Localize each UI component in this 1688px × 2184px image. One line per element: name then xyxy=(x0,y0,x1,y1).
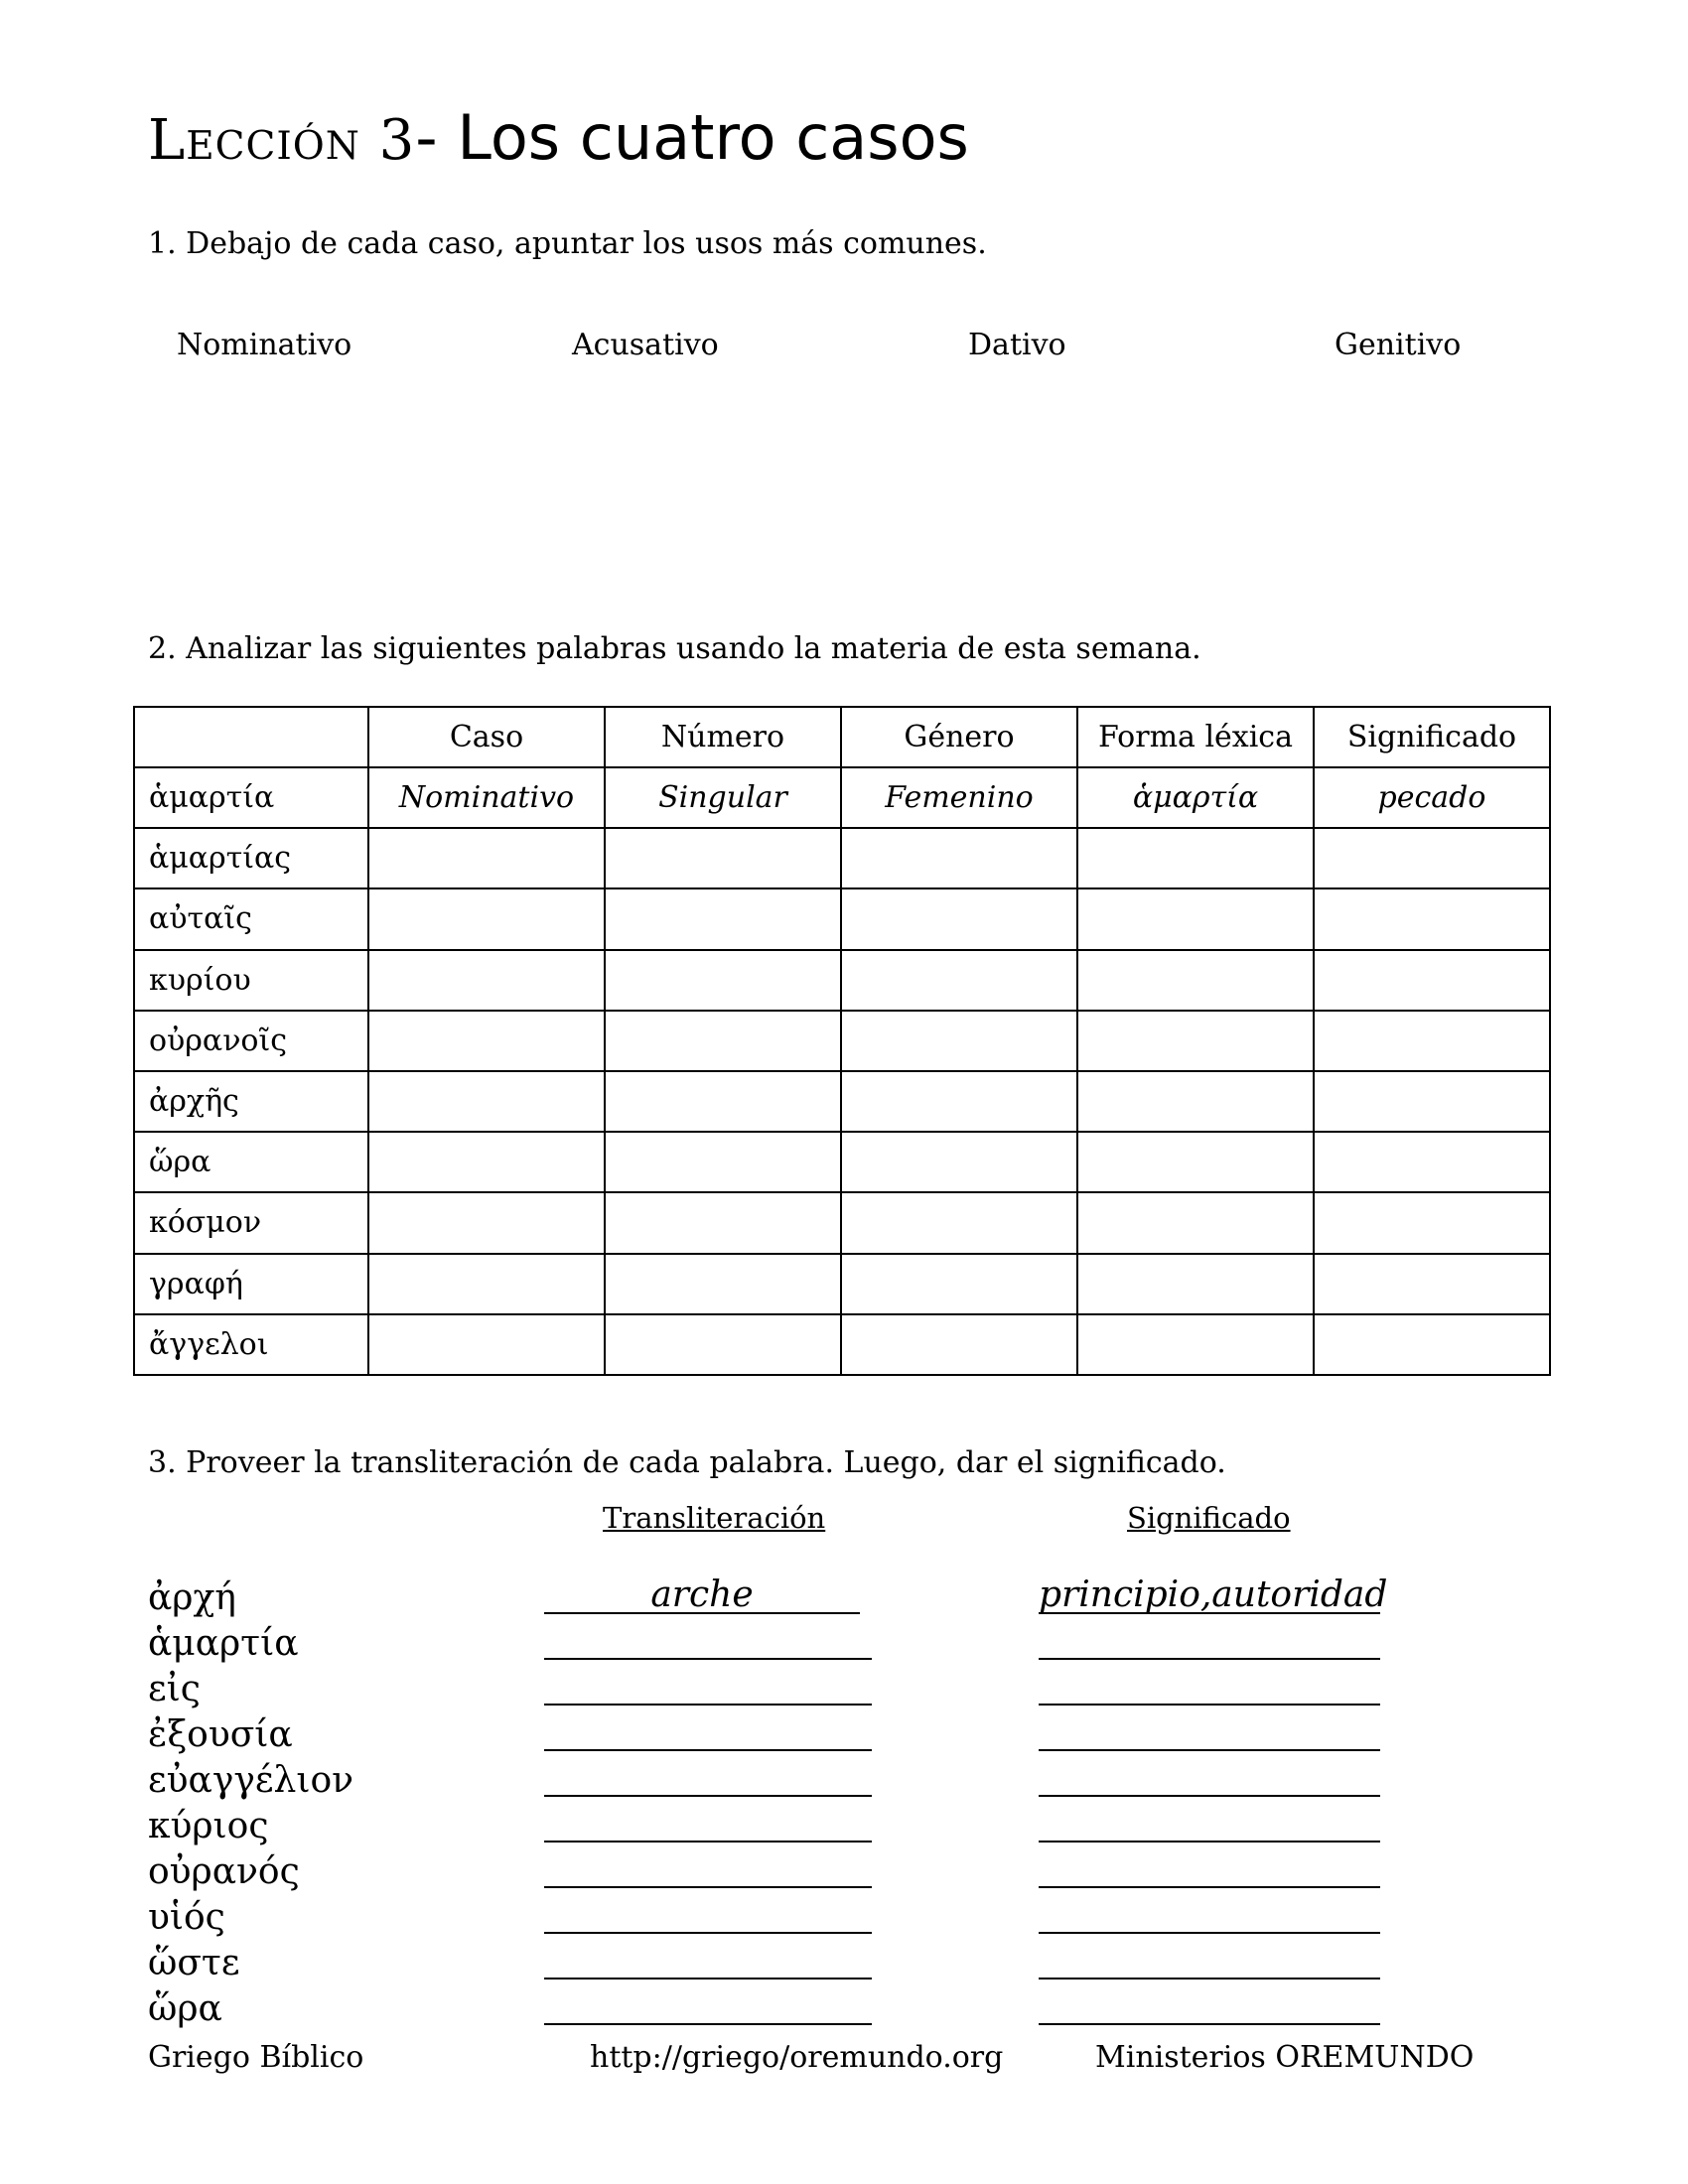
table-cell: pecado xyxy=(1314,767,1550,828)
table-cell-word: γραφή xyxy=(134,1254,368,1314)
table-row xyxy=(134,767,1550,828)
header-caso: Caso xyxy=(368,707,605,767)
translit-column-header: Transliteración xyxy=(603,1501,826,1535)
meaning-blank[interactable] xyxy=(1039,1989,1380,2025)
table-cell[interactable] xyxy=(841,828,1077,888)
table-cell[interactable] xyxy=(368,1132,605,1192)
meaning-blank[interactable] xyxy=(1039,1852,1380,1888)
vocab-word: εἰς xyxy=(148,1669,201,1709)
table-cell[interactable] xyxy=(1077,888,1314,949)
meaning-column-header: Significado xyxy=(1127,1501,1291,1535)
meaning-blank[interactable] xyxy=(1039,1944,1380,1979)
translit-blank[interactable] xyxy=(544,1761,872,1797)
table-cell[interactable] xyxy=(841,1132,1077,1192)
translit-blank[interactable] xyxy=(544,1898,872,1934)
table-cell-word: αὐταῖς xyxy=(134,888,368,949)
table-cell-word: ἁμαρτία xyxy=(134,767,368,828)
header-significado: Significado xyxy=(1314,707,1550,767)
translit-blank[interactable] xyxy=(544,1852,872,1888)
table-cell[interactable] xyxy=(368,1071,605,1132)
table-cell[interactable] xyxy=(1314,888,1550,949)
translit-blank[interactable] xyxy=(544,1715,872,1751)
table-cell[interactable] xyxy=(368,828,605,888)
table-cell[interactable] xyxy=(1077,1192,1314,1253)
table-cell[interactable] xyxy=(605,828,841,888)
table-cell[interactable] xyxy=(1077,1011,1314,1071)
header-forma-lexica: Forma léxica xyxy=(1077,707,1314,767)
meaning-blank[interactable] xyxy=(1039,1807,1380,1843)
table-cell[interactable] xyxy=(841,1071,1077,1132)
table-cell[interactable] xyxy=(1314,1192,1550,1253)
table-cell[interactable] xyxy=(605,1132,841,1192)
table-cell[interactable] xyxy=(1314,1132,1550,1192)
table-cell[interactable] xyxy=(1314,950,1550,1011)
table-cell[interactable] xyxy=(1077,1314,1314,1375)
table-cell[interactable] xyxy=(1314,1011,1550,1071)
table-row xyxy=(134,1254,1550,1314)
table-row xyxy=(134,1132,1550,1192)
table-cell[interactable] xyxy=(605,888,841,949)
table-cell[interactable] xyxy=(841,888,1077,949)
table-cell[interactable] xyxy=(1314,1314,1550,1375)
table-cell[interactable] xyxy=(368,1011,605,1071)
lesson-label: Lección 3 xyxy=(148,108,416,173)
table-cell[interactable] xyxy=(1077,1254,1314,1314)
question-3-prompt: 3. Proveer la transliteración de cada palabra. Luego, dar el significado. xyxy=(148,1445,1226,1480)
table-cell[interactable] xyxy=(841,1011,1077,1071)
table-row xyxy=(134,1192,1550,1253)
table-cell[interactable] xyxy=(605,1071,841,1132)
table-cell[interactable] xyxy=(605,1192,841,1253)
table-row xyxy=(134,1071,1550,1132)
case-nominativo: Nominativo xyxy=(177,328,352,362)
meaning-blank[interactable] xyxy=(1039,1670,1380,1706)
table-cell[interactable] xyxy=(605,1011,841,1071)
translit-blank[interactable] xyxy=(544,1624,872,1660)
table-cell[interactable] xyxy=(368,888,605,949)
translit-blank[interactable] xyxy=(544,1807,872,1843)
header-genero: Género xyxy=(841,707,1077,767)
translit-answer[interactable]: arche xyxy=(544,1578,860,1614)
vocab-word: οὐρανός xyxy=(148,1851,300,1892)
table-cell[interactable] xyxy=(841,1254,1077,1314)
header-word xyxy=(134,707,368,767)
table-header-row xyxy=(134,707,1550,767)
table-row xyxy=(134,888,1550,949)
footer-ministry-name: Ministerios OREMUNDO xyxy=(1095,2040,1475,2075)
vocab-word: ὥστε xyxy=(148,1943,240,1983)
meaning-answer[interactable]: principio,autoridad xyxy=(1039,1574,1388,1615)
page-title xyxy=(148,101,969,174)
translit-blank[interactable] xyxy=(544,1989,872,2025)
table-cell-word: ἁμαρτίας xyxy=(134,828,368,888)
footer-url-link[interactable]: http://griego/oremundo.org xyxy=(590,2040,1004,2075)
vocab-word: ὥρα xyxy=(148,1988,222,2029)
vocab-word: κύριος xyxy=(148,1806,269,1846)
table-cell[interactable] xyxy=(605,1254,841,1314)
table-cell: Nominativo xyxy=(368,767,605,828)
table-cell[interactable] xyxy=(368,950,605,1011)
analysis-table xyxy=(133,706,1551,1376)
header-numero: Número xyxy=(605,707,841,767)
table-row xyxy=(134,1011,1550,1071)
vocab-word: εὐαγγέλιον xyxy=(148,1760,354,1801)
table-cell: Femenino xyxy=(841,767,1077,828)
table-cell[interactable] xyxy=(1314,828,1550,888)
translit-blank[interactable] xyxy=(544,1670,872,1706)
table-cell: Singular xyxy=(605,767,841,828)
vocab-word: ἐξουσία xyxy=(148,1714,293,1755)
question-2-prompt: 2. Analizar las siguientes palabras usando la materia de esta semana. xyxy=(148,631,1201,666)
vocab-word: ἀρχή xyxy=(148,1577,236,1618)
table-cell[interactable] xyxy=(605,950,841,1011)
case-dativo: Dativo xyxy=(968,328,1066,362)
table-cell-word: ἄγγελοι xyxy=(134,1314,368,1375)
table-row xyxy=(134,950,1550,1011)
table-cell[interactable] xyxy=(841,1314,1077,1375)
table-cell[interactable] xyxy=(1314,1071,1550,1132)
table-cell[interactable] xyxy=(1314,1254,1550,1314)
vocab-word: ἁμαρτία xyxy=(148,1623,299,1664)
meaning-blank[interactable] xyxy=(1039,1624,1380,1660)
footer-course-name: Griego Bíblico xyxy=(148,2040,364,2075)
table-cell[interactable] xyxy=(841,950,1077,1011)
table-cell[interactable] xyxy=(605,1314,841,1375)
table-cell[interactable] xyxy=(1077,828,1314,888)
meaning-blank[interactable] xyxy=(1039,1761,1380,1797)
table-cell-word: ἀρχῆς xyxy=(134,1071,368,1132)
table-cell-word: οὐρανοῖς xyxy=(134,1011,368,1071)
lesson-topic: - Los cuatro casos xyxy=(415,101,969,174)
meaning-blank[interactable] xyxy=(1039,1898,1380,1934)
table-cell[interactable] xyxy=(841,1192,1077,1253)
translit-blank[interactable] xyxy=(544,1944,872,1979)
table-cell[interactable] xyxy=(1077,1132,1314,1192)
table-cell-word: ὥρα xyxy=(134,1132,368,1192)
table-cell[interactable] xyxy=(1077,1071,1314,1132)
case-acusativo: Acusativo xyxy=(572,328,719,362)
table-cell-word: κόσμον xyxy=(134,1192,368,1253)
table-cell[interactable] xyxy=(368,1314,605,1375)
table-cell-word: κυρίου xyxy=(134,950,368,1011)
table-cell[interactable] xyxy=(368,1254,605,1314)
case-genitivo: Genitivo xyxy=(1335,328,1462,362)
vocab-word: υἱός xyxy=(148,1897,225,1938)
table-row xyxy=(134,828,1550,888)
table-cell[interactable] xyxy=(1077,950,1314,1011)
meaning-blank[interactable] xyxy=(1039,1715,1380,1751)
table-cell: ἁμαρτία xyxy=(1077,767,1314,828)
table-cell[interactable] xyxy=(368,1192,605,1253)
question-1-prompt: 1. Debajo de cada caso, apuntar los usos más comunes. xyxy=(148,226,987,261)
table-row xyxy=(134,1314,1550,1375)
